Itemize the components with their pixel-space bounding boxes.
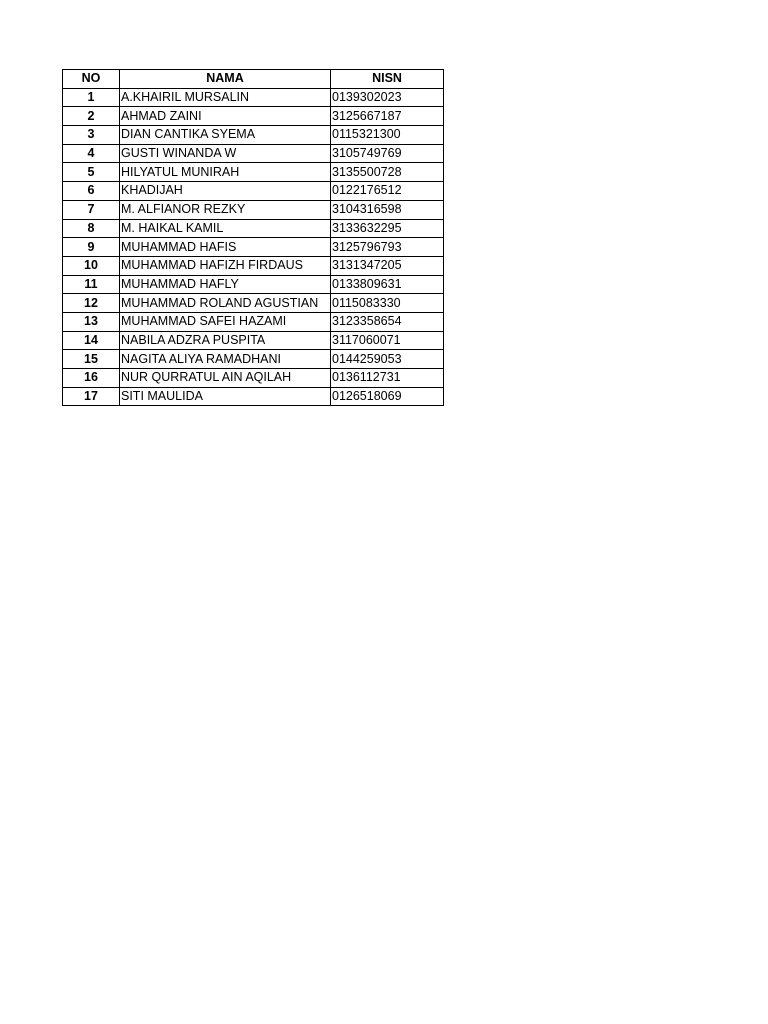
cell-no: 17 (63, 387, 120, 406)
cell-nama: NUR QURRATUL AIN AQILAH (120, 369, 331, 388)
cell-nisn: 0144259053 (331, 350, 444, 369)
table-header-row (63, 70, 444, 89)
table-body (63, 88, 444, 406)
cell-nama: AHMAD ZAINI (120, 107, 331, 126)
table-row (63, 88, 444, 107)
table-row (63, 275, 444, 294)
table-row (63, 182, 444, 201)
cell-nisn: 0139302023 (331, 88, 444, 107)
cell-no: 9 (63, 238, 120, 257)
table-row (63, 200, 444, 219)
cell-nama: SITI MAULIDA (120, 387, 331, 406)
table-row (63, 387, 444, 406)
header-nisn: NISN (331, 70, 444, 89)
header-no: NO (63, 70, 120, 89)
cell-nisn: 3117060071 (331, 331, 444, 350)
cell-no: 11 (63, 275, 120, 294)
student-table (62, 69, 444, 406)
cell-nisn: 3105749769 (331, 144, 444, 163)
cell-nama: MUHAMMAD SAFEI HAZAMI (120, 312, 331, 331)
cell-no: 15 (63, 350, 120, 369)
cell-nisn: 0122176512 (331, 182, 444, 201)
cell-no: 14 (63, 331, 120, 350)
table-row (63, 238, 444, 257)
cell-no: 3 (63, 126, 120, 145)
table-row (63, 312, 444, 331)
cell-nisn: 3104316598 (331, 200, 444, 219)
cell-nama: HILYATUL MUNIRAH (120, 163, 331, 182)
cell-no: 10 (63, 256, 120, 275)
cell-no: 16 (63, 369, 120, 388)
cell-no: 4 (63, 144, 120, 163)
cell-nisn: 0136112731 (331, 369, 444, 388)
cell-nama: A.KHAIRIL MURSALIN (120, 88, 331, 107)
table-row (63, 163, 444, 182)
cell-nama: MUHAMMAD HAFIS (120, 238, 331, 257)
cell-nama: KHADIJAH (120, 182, 331, 201)
table-row (63, 256, 444, 275)
cell-nisn: 3135500728 (331, 163, 444, 182)
header-nama: NAMA (120, 70, 331, 89)
table-row (63, 219, 444, 238)
cell-no: 1 (63, 88, 120, 107)
cell-no: 2 (63, 107, 120, 126)
cell-nama: M. ALFIANOR REZKY (120, 200, 331, 219)
cell-nama: GUSTI WINANDA W (120, 144, 331, 163)
cell-nisn: 3125796793 (331, 238, 444, 257)
cell-no: 13 (63, 312, 120, 331)
cell-no: 7 (63, 200, 120, 219)
cell-nama: MUHAMMAD HAFLY (120, 275, 331, 294)
cell-nisn: 3131347205 (331, 256, 444, 275)
cell-nisn: 0126518069 (331, 387, 444, 406)
cell-nama: NABILA ADZRA PUSPITA (120, 331, 331, 350)
table-row (63, 126, 444, 145)
table-row (63, 331, 444, 350)
cell-nisn: 0133809631 (331, 275, 444, 294)
table-row (63, 350, 444, 369)
cell-nisn: 3133632295 (331, 219, 444, 238)
cell-no: 8 (63, 219, 120, 238)
cell-nisn: 3123358654 (331, 312, 444, 331)
table-row (63, 144, 444, 163)
table-row (63, 369, 444, 388)
cell-nisn: 3125667187 (331, 107, 444, 126)
cell-nama: MUHAMMAD HAFIZH FIRDAUS (120, 256, 331, 275)
cell-nisn: 0115083330 (331, 294, 444, 313)
cell-nama: NAGITA ALIYA RAMADHANI (120, 350, 331, 369)
cell-nisn: 0115321300 (331, 126, 444, 145)
cell-nama: DIAN CANTIKA SYEMA (120, 126, 331, 145)
cell-no: 6 (63, 182, 120, 201)
cell-nama: MUHAMMAD ROLAND AGUSTIAN (120, 294, 331, 313)
cell-no: 12 (63, 294, 120, 313)
cell-nama: M. HAIKAL KAMIL (120, 219, 331, 238)
table-row (63, 107, 444, 126)
table-row (63, 294, 444, 313)
cell-no: 5 (63, 163, 120, 182)
